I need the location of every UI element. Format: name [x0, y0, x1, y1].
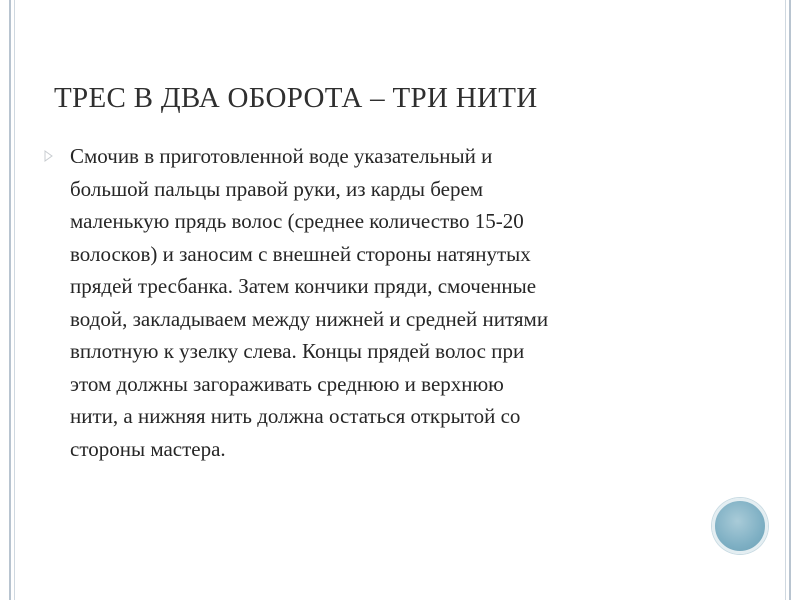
bullet-triangle-icon	[44, 140, 70, 175]
bullet-text: Смочив в приготовленной воде указательный и большой пальцы правой руки, из карды берем маленькую прядь волос (среднее количество 15-20 волосков) и заносим с внешней стороны натянутых прядей тресбанка. Затем кончики пряди, смоченные водой, закладываем между нижней и средней нитями вплотную к узелку слева. Концы прядей волос при этом должны загораживать среднюю и верхнюю нити, а нижняя нить должна остаться открытой со стороны мастера.	[70, 144, 549, 461]
bullet-item	[44, 140, 694, 465]
frame-left-border	[9, 0, 11, 600]
slide-title: ТРЕС В ДВА ОБОРОТА – ТРИ НИТИ	[54, 82, 538, 114]
decorative-circle	[712, 498, 768, 554]
frame-left-inner-border	[14, 0, 15, 600]
frame-right-border	[789, 0, 791, 600]
frame-right-inner-border	[785, 0, 786, 600]
slide-content	[44, 140, 694, 465]
